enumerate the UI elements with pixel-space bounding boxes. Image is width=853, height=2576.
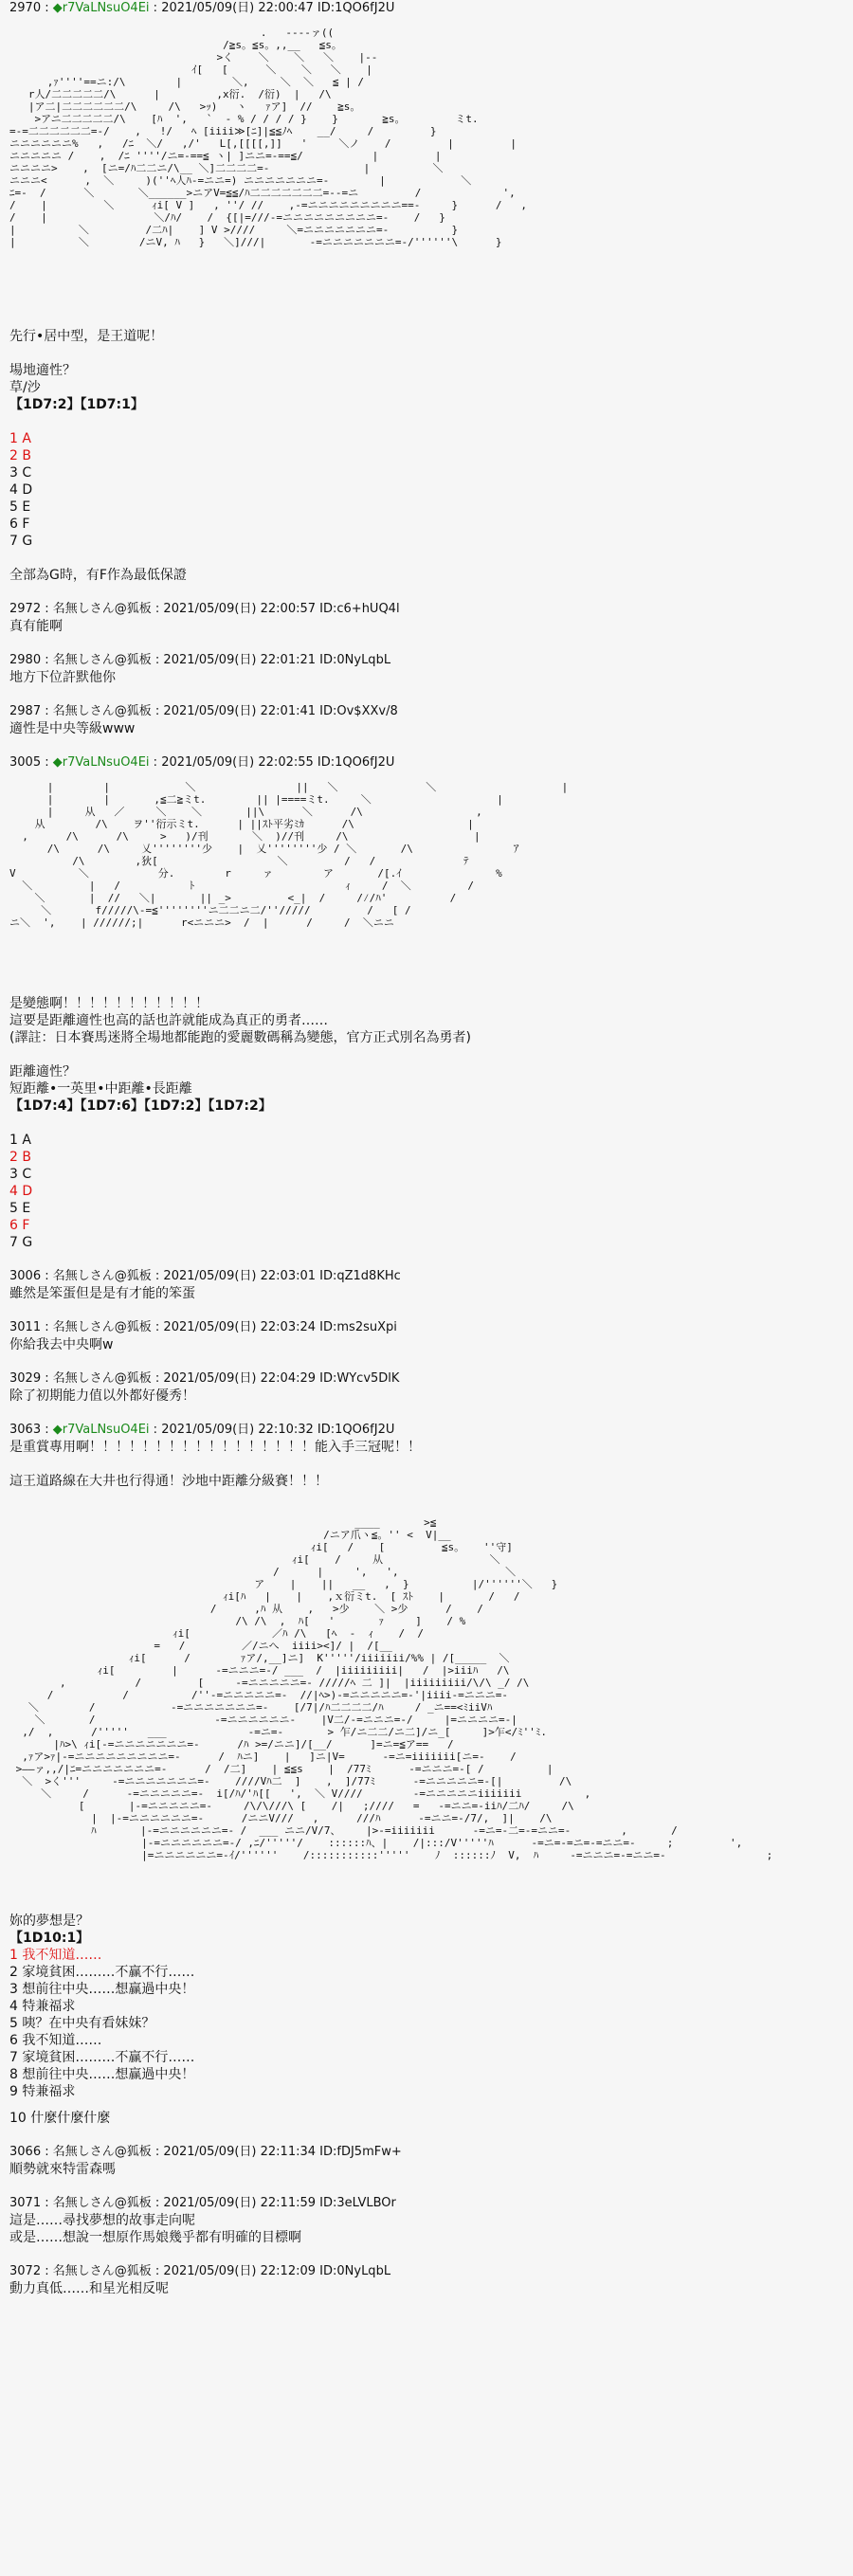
post-text: 地方下位許默他你 — [9, 670, 116, 685]
option-item: 3 C — [9, 1167, 32, 1182]
post-text: 是重賞專用啊！！！！！！！！！！！！！！！！！能入手三冠呢！！ — [9, 1440, 421, 1455]
option-item: 2 B — [9, 1150, 31, 1165]
option-item: 7 家境貧困………不赢不行…… — [9, 2050, 195, 2065]
post-header: 3071 : 名無しさん@狐板 : 2021/05/09(日) 22:11:59 ID:3eLVLBOr — [9, 2196, 396, 2210]
post-3006 — [9, 1268, 844, 1302]
ascii-art-1: . ----ァ(( /≧s。≦s。,,__ ≦s。 >く ＼ ＼ ＼ |-- ｲ[ [ ＼ ＼ ＼ | ,ｧ''''==ニ:/\ | ＼, ＼ ＼ ≦ | / r人/二二二二二/\ | ,x衍. /衍) | /\ |ア二|二二二二二二/\ /\ >ｯ) ヽ ｧア] // ≧s。 >アニ二二二二二/\ [ﾊ ', ` - % / / / / } } ≧s。 ミt. =-=二二二二二二=-/ , !/ ﾍ [iiii≫[ﾆ]|≦≦ﾉﾍ __/ / } ニニニニニニ% , /ﾆ ＼/ ,/' L[,[[[[,]] ' ＼ノ / | | ニニニニニ / , /ﾆ ''''/ニ=-==≦ ヽ| ]ニニ=-==≦/ | | ニニニニ> , [ニ=/ﾊ二二ニ/\__ ＼]二二二二=- | ＼ ニニニ< , ＼ )(''ﾍ人ﾊ-=ニニ=) ニニニニニニニ=- | ＼ ﾆ=- / ＼ ＼______>ニアV=≦≦/ﾊ二二二二二二二=--=ニ / ', / | ＼ ｨi[ V ] , ''/ // ,-=ニニニニニニニニニ==- } / , / | ＼/ﾊ/ / {[|=///-=ニニニニニニニニニ=- / } | ＼ /二ﾊ| ] V >//// ＼=ニニニニニニニ=- } | ＼ /ニV, ﾊ } ＼]///| -=ニニニニニニニ=-/''''''\ } — [9, 27, 527, 248]
dice-roll: 【1D7:4】【1D7:6】【1D7:2】【1D7:2】 — [9, 1098, 272, 1114]
post-3072 — [9, 2263, 844, 2297]
post-text: 適性是中央等級www — [9, 721, 136, 736]
dice-roll: 【1D7:2】【1D7:1】 — [9, 397, 144, 412]
option-item: 7 G — [9, 534, 33, 549]
post-header: 3072 : 名無しさん@狐板 : 2021/05/09(日) 22:12:09 ID:0NyLqbL — [9, 2264, 391, 2278]
option-item: 6 F — [9, 1218, 30, 1233]
option-item: 9 特兼福求 — [9, 2084, 76, 2099]
option-item: 2 B — [9, 448, 31, 463]
post-header: 3029 : 名無しさん@狐板 : 2021/05/09(日) 22:04:29 ID:WYcv5DlK — [9, 1371, 400, 1386]
post-2980 — [9, 652, 844, 686]
option-item: 3 想前往中央……想赢過中央！ — [9, 1982, 195, 1997]
post-2970 — [9, 0, 844, 584]
post-header: 3011 : 名無しさん@狐板 : 2021/05/09(日) 22:03:24 ID:ms2suXpi — [9, 1320, 397, 1334]
ascii-art-2: | | ＼ || ＼ ＼ | | | ,≦二≧ミt. || |====ミt. ＼ | | 从 ／ ＼ ＼ ||\ ＼ /\ , 从 /\ ヲ''衍示ミt. | ||ｽﾄ平劣ﾐｶ /\ | , /\ /\ > )/刊 ＼ )//刊 /\ | /\ /\ 乂''''''''少 | 乂''''''''少 / ＼ /\ ｱ /\ ,狄[ ＼ / / ﾃ V ＼ 分. r ァ ア /[.ｲ % ＼ | / ﾄ ｨ / ＼ / ＼ | // ＼| || _> <_| / /⁄/ﾊ' / ＼ f/////\-=≦''''''''ニ二二ニ二/''///// / [ / ニ＼ ', | //////;| r<ニニニ> / | / / ＼ニニ — [9, 781, 569, 929]
option-item: 8 想前往中央……想赢過中央！ — [9, 2067, 195, 2082]
post-header: 3066 : 名無しさん@狐板 : 2021/05/09(日) 22:11:34 ID:fDJ5mFw+ — [9, 2145, 402, 2159]
post-header: 3063 : ◆r7VaLNsuO4Ei : 2021/05/09(日) 22:10:32 ID:1QO6fJ2U — [9, 1423, 395, 1437]
post-header: 2987 : 名無しさん@狐板 : 2021/05/09(日) 22:01:41 ID:Ov$XXv/8 — [9, 704, 398, 718]
option-item: 6 F — [9, 517, 30, 532]
post-text: 雖然是笨蛋但是是有才能的笨蛋 — [9, 1286, 195, 1301]
post-text: 你給我去中央啊w — [9, 1337, 114, 1352]
post-header: 3006 : 名無しさん@狐板 : 2021/05/09(日) 22:03:01 ID:qZ1d8KHc — [9, 1269, 401, 1283]
option-item: 7 G — [9, 1235, 33, 1250]
author-trip: ◆r7VaLNsuO4Ei — [52, 755, 150, 770]
option-item: 5 咦？在中央有看妹妹？ — [9, 2016, 155, 2031]
post-text: 全部為G時，有F作為最低保證 — [9, 568, 187, 583]
option-item: 5 E — [9, 499, 31, 515]
post-header: 2980 : 名無しさん@狐板 : 2021/05/09(日) 22:01:21 ID:0NyLqbL — [9, 653, 391, 667]
post-3071 — [9, 2195, 844, 2246]
post-text: 順勢就來特雷森嗎 — [9, 2162, 116, 2177]
post-3005 — [9, 754, 844, 1251]
post-text: 是變態啊！！！！！！！！！！！ 這要是距離適性也高的話也許就能成為真正的勇者…… (譯註：日本賽馬迷將全場地都能跑的愛麗數碼稱為變態，官方正式別名為勇者) — [9, 996, 471, 1045]
post-text: 這王道路線在大井也行得通！沙地中距離分級賽！！！ — [9, 1474, 328, 1489]
post-text: 這是……尋找夢想的故事走向呢 或是……想說一想原作馬娘幾乎都有明確的目標啊 — [9, 2213, 301, 2245]
option-item: 1 A — [9, 1133, 31, 1148]
option-item: 6 我不知道…… — [9, 2033, 102, 2048]
option-list-2 — [9, 1132, 844, 1251]
post-3029 — [9, 1370, 844, 1405]
post-header: 2970 : ◆r7VaLNsuO4Ei : 2021/05/09(日) 22:00:47 ID:1QO6fJ2U — [9, 1, 395, 15]
post-3066 — [9, 2144, 844, 2178]
option-item: 4 特兼福求 — [9, 1999, 76, 2014]
option-item: 5 E — [9, 1201, 31, 1216]
post-text: 除了初期能力值以外都好優秀！ — [9, 1388, 195, 1404]
post-text: 距離適性？ 短距離•一英里•中距離•長距離 — [9, 1064, 192, 1097]
post-header: 2972 : 名無しさん@狐板 : 2021/05/09(日) 22:00:57 ID:c6+hUQ4l — [9, 602, 400, 616]
post-text: 真有能啊 — [9, 619, 63, 634]
post-2972 — [9, 601, 844, 635]
author-trip: ◆r7VaLNsuO4Ei — [52, 1, 150, 15]
post-3063 — [9, 1422, 844, 2127]
post-3011 — [9, 1319, 844, 1353]
option-item: 1 A — [9, 431, 31, 446]
post-text: 動力真低……和星光相反呢 — [9, 2281, 169, 2296]
post-2987 — [9, 703, 844, 737]
option-item: 3 C — [9, 465, 32, 481]
option-item: 4 D — [9, 1184, 33, 1199]
ascii-art-3: ____ >≦ /ニア爪ヽ≦。'' < V|__ ｨi[ / [ ≦s。 ''守] ｨi[ / 从 ＼ / | ', ', ＼ ア | || __ , } |/''''''＼ } ｨi[ﾊ | | ,ｘ衍ミt. [ ｽﾄ | / / / ,ﾊ 从 , >少 ＼ >少 / / /\ /\ , ﾊ[ ' ｧ ] / % ｨi[ ／ﾊ /\ [ﾍ - ｨ / / = / ／/ニへ iiii><]/ | /[__ ｨi[ / ｧア/,__]ニ] K'''''/iiiiiii/%% | /[_____ ＼ ｨi[ | -=ニニニ=-/ ___ / |iiiiiiiii| / |>iiiﾊ /\ , / [ -=ニニニニニ=- /////ﾍ 二 ]| |iiiiiiiii/\/\ _/ /\ / / /''-=ニニニニニ=- //|ﾍ>)-=ニニニニニ=-'|iiii-=ニニニ=- ＼ / -=ニニニニニニニ=- [/7|/ﾊ二二二二/ﾊ / _ニ==<ﾐiiVﾊ ＼ / -=ニニニニニニ- |V二/-=ニニニ=-/ |=ニニニニ=-| ,/ , /''''' ___ -=ニ=- > 乍/ニ二二/ニ二]/ニ_[ ]>乍</ﾐ''ﾐ. |ﾊ>\ ｨi[-=ニニニニニニニ=- /ﾊ >=/ニニ]/[__/ ]=ニ=≦ア== / ,ｧア>ｧ|-=ニニニニニニニニニ=- / ﾊニ] | ]ニ|V= -=ニ=iiiiiii[ニ=- / >――ァ,,/|ﾆ=ニニニニニニニ=- / /二] | ≦≦s | /77ﾐ -=ニニニ=-[ / | ＼ >く''' -=ニニニニニニニ=- ////Vﾊ二 ] , ]/77ﾐ -=ニニニニニ=-[| /\ ＼ / -=ニニニニニ=- i[/ﾊ/'ﾊ[[ ', ＼ V//// -=ニニニニニiiiiiii , [ |-=ニニニニニ=- /\/\///\ [ /| ;//// = -=ニニ=-iiﾊ/二ﾊ/ /\ | |-=ニニニニニニ=- /ニニV/// , ///ﾊ -=ニニ=-/7/, ]| /\ ﾊ |-=ニニニニニニ=- / ___ ニニ/V/7、 |>-=iiiiiii -=ニ=-二=-=ニニ=- , / |-=ニニニニニニ=-/ ,ﾆ/'''''/ ::::::ﾊ、| /|:::/V'''''ﾊ -=ニ=-=ニ=-=ニニ=- ; ', |=ニニニニニニ=-ｲ/'''''' /:::::::::::''''' ﾉ ::::::ﾉ V, ﾊ -=ニニニ=-=ニニ=- ; — [15, 1516, 773, 1861]
option-list-1 — [9, 430, 844, 550]
option-item: 10 什麼什麼什麼 — [9, 2111, 111, 2126]
post-text: 妳的夢想是？ — [9, 1914, 89, 1929]
author-trip: ◆r7VaLNsuO4Ei — [52, 1423, 150, 1437]
post-text: 場地適性？ 草/沙 — [9, 363, 76, 395]
option-item: 4 D — [9, 482, 33, 498]
option-item: 2 家境貧困………不赢不行…… — [9, 1965, 195, 1980]
option-item: 1 我不知道…… — [9, 1948, 102, 1963]
post-header: 3005 : ◆r7VaLNsuO4Ei : 2021/05/09(日) 22:02:55 ID:1QO6fJ2U — [9, 755, 395, 770]
dice-roll: 【1D10:1】 — [9, 1931, 90, 1946]
option-list-3 — [9, 1947, 844, 2127]
post-text: 先行•居中型，是王道呢！ — [9, 329, 164, 344]
